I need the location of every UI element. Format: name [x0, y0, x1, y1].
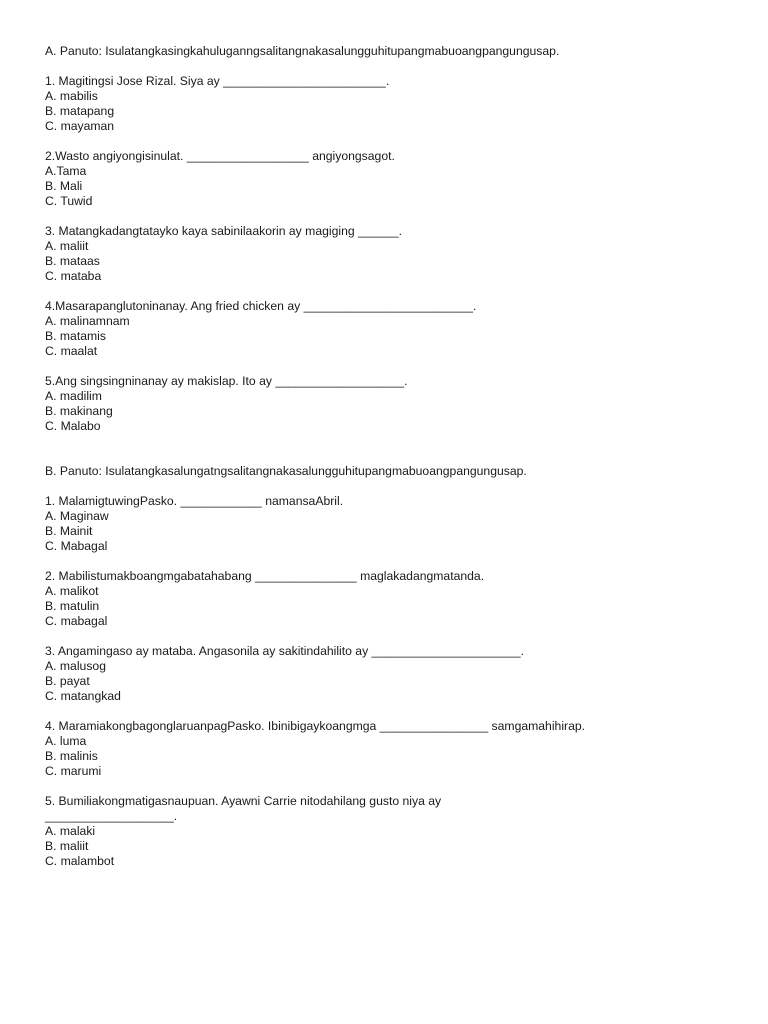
option-c: C. Mabagal	[45, 539, 108, 553]
question-prompt: 3. Angamingaso ay mataba. Angasonila ay sakitindahilito ay ______________________.	[45, 644, 525, 658]
option-c: C. matangkad	[45, 689, 121, 703]
option-b: B. malinis	[45, 749, 98, 763]
question-b4	[45, 719, 735, 779]
option-a: A. mabilis	[45, 89, 98, 103]
question-b5	[45, 794, 735, 869]
option-a: A. madilim	[45, 389, 102, 403]
option-b: B. makinang	[45, 404, 113, 418]
option-b: B. matapang	[45, 104, 115, 118]
option-b: B. payat	[45, 674, 90, 688]
question-b1	[45, 494, 735, 554]
option-c: C. marumi	[45, 764, 102, 778]
option-c: C. maalat	[45, 344, 98, 358]
question-prompt: 1. Magitingsi Jose Rizal. Siya ay ________________________.	[45, 74, 390, 88]
option-b: B. matulin	[45, 599, 100, 613]
option-a: A. malikot	[45, 584, 99, 598]
option-c: C. Tuwid	[45, 194, 93, 208]
question-prompt: 2.Wasto angiyongisinulat. __________________ angiyongsagot.	[45, 149, 395, 163]
option-c: C. mataba	[45, 269, 102, 283]
question-b3	[45, 644, 735, 704]
option-a: A.Tama	[45, 164, 87, 178]
worksheet-page	[45, 44, 735, 884]
option-c: C. mayaman	[45, 119, 115, 133]
question-prompt-blank: ___________________.	[45, 809, 178, 823]
question-prompt: 4.Masarapanglutoninanay. Ang fried chicken ay _________________________.	[45, 299, 477, 313]
question-b2	[45, 569, 735, 629]
question-prompt: 1. MalamigtuwingPasko. ____________ namansaAbril.	[45, 494, 344, 508]
question-a1	[45, 74, 735, 134]
option-a: A. malusog	[45, 659, 106, 673]
option-a: A. malaki	[45, 824, 96, 838]
section-a-instructions: A. Panuto: Isulatangkasingkahuluganngsalitangnakasalungguhitupangmabuoangpangungusap.	[45, 44, 560, 58]
question-prompt: 3. Matangkadangtatayko kaya sabinilaakorin ay magiging ______.	[45, 224, 403, 238]
option-a: A. Maginaw	[45, 509, 109, 523]
option-a: A. malinamnam	[45, 314, 130, 328]
question-prompt: 2. Mabilistumakboangmgabatahabang _______________ maglakadangmatanda.	[45, 569, 485, 583]
option-a: A. luma	[45, 734, 87, 748]
section-spacer	[45, 449, 735, 464]
option-b: B. Mainit	[45, 524, 93, 538]
question-a4	[45, 299, 735, 359]
option-b: B. matamis	[45, 329, 106, 343]
section-b-instructions: B. Panuto: Isulatangkasalungatngsalitangnakasalungguhitupangmabuoangpangungusap.	[45, 464, 527, 478]
question-prompt: 5.Ang singsingninanay ay makislap. Ito ay ___________________.	[45, 374, 408, 388]
section-a	[45, 44, 735, 434]
option-c: C. Malabo	[45, 419, 101, 433]
question-prompt: 4. MaramiakongbagonglaruanpagPasko. Ibinibigaykoangmga ________________ samgamahihirap.	[45, 719, 586, 733]
option-c: C. malambot	[45, 854, 115, 868]
question-prompt: 5. Bumiliakongmatigasnaupuan. Ayawni Carrie nitodahilang gusto niya ay	[45, 794, 442, 808]
option-b: B. Mali	[45, 179, 83, 193]
section-b	[45, 464, 735, 869]
option-b: B. maliit	[45, 839, 89, 853]
option-c: C. mabagal	[45, 614, 108, 628]
question-a2	[45, 149, 735, 209]
question-a5	[45, 374, 735, 434]
question-a3	[45, 224, 735, 284]
option-b: B. mataas	[45, 254, 100, 268]
option-a: A. maliit	[45, 239, 89, 253]
